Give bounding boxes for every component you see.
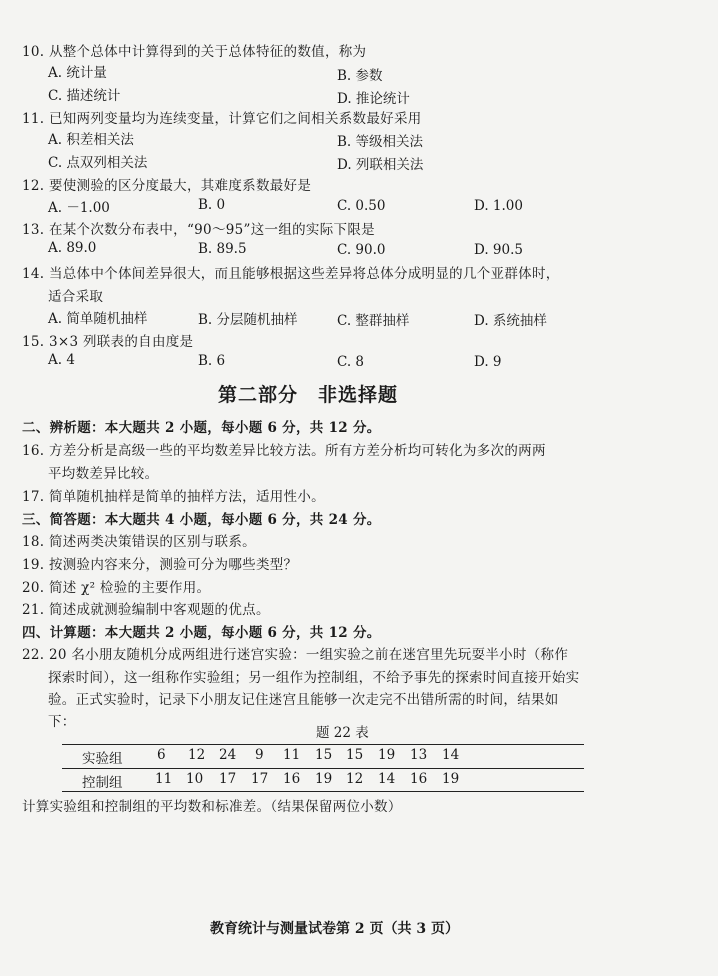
question-13-stem: 13. 在某个次数分布表中，“90～95”这一组的实际下限是 (22, 222, 375, 238)
question-22-line-1: 22. 20 名小朋友随机分成两组进行迷宫实验：一组实验之前在迷宫里先玩耍半小时（称作 (22, 647, 569, 663)
question-11-stem: 11. 已知两列变量均为连续变量，计算它们之间相关系数最好采用 (22, 111, 422, 127)
question-12-option-d: D. 1.00 (474, 198, 523, 214)
question-14-option-b: B. 分层随机抽样 (198, 312, 298, 328)
question-11-option-d: D. 列联相关法 (337, 157, 424, 173)
question-20: 20. 简述 χ² 检验的主要作用。 (22, 580, 211, 596)
question-12-option-a: A. －1.00 (48, 200, 110, 216)
table-cell: 13 (410, 747, 428, 763)
question-13-option-c: C. 90.0 (337, 242, 386, 258)
section-3-header: 三、简答题：本大题共 4 小题，每小题 6 分，共 24 分。 (22, 512, 381, 528)
question-10-stem: 10. 从整个总体中计算得到的关于总体特征的数值，称为 (22, 44, 367, 60)
table-cell: 16 (283, 771, 301, 787)
question-15-stem: 15. 3×3 列联表的自由度是 (22, 334, 194, 350)
question-11-option-b: B. 等级相关法 (337, 134, 424, 150)
table-cell: 17 (219, 771, 237, 787)
question-18: 18. 简述两类决策错误的区别与联系。 (22, 534, 256, 550)
question-14-option-a: A. 简单随机抽样 (48, 311, 148, 327)
page-footer: 教育统计与测量试卷第 2 页（共 3 页） (210, 921, 459, 937)
question-10-option-d: D. 推论统计 (337, 91, 410, 107)
table-top-rule (62, 744, 584, 745)
table-cell: 14 (442, 747, 460, 763)
question-12-option-b: B. 0 (198, 197, 226, 213)
table-cell: 15 (346, 747, 364, 763)
table-cell: 10 (186, 771, 204, 787)
table-cell: 9 (255, 747, 264, 763)
table-middle-rule (62, 768, 584, 769)
table-cell: 24 (219, 747, 237, 763)
question-11-option-c: C. 点双列相关法 (48, 155, 148, 171)
question-14-option-d: D. 系统抽样 (474, 313, 547, 329)
question-13-option-d: D. 90.5 (474, 242, 523, 258)
table-caption: 题 22 表 (316, 725, 369, 741)
table-bottom-rule (62, 791, 584, 792)
question-16-line-2: 平均数差异比较。 (48, 466, 159, 482)
question-22-line-2: 探索时间），这一组称作实验组；另一组作为控制组，不给予事先的探索时间直接开始实 (48, 670, 580, 686)
question-15-option-c: C. 8 (337, 354, 365, 370)
question-21: 21. 简述成就测验编制中客观题的优点。 (22, 602, 270, 618)
table-cell: 19 (315, 771, 333, 787)
question-14-option-c: C. 整群抽样 (337, 313, 410, 329)
question-14-stem: 14. 当总体中个体间差异很大，而且能够根据这些差异将总体分成明显的几个亚群体时， (22, 266, 560, 282)
table-cell: 6 (157, 747, 166, 763)
table-cell: 14 (378, 771, 396, 787)
question-19: 19. 按测验内容来分，测验可分为哪些类型？ (22, 557, 298, 573)
table-cell: 11 (283, 747, 301, 763)
question-10-option-c: C. 描述统计 (48, 88, 121, 104)
part-title: 第二部分 非选择题 (218, 384, 399, 406)
question-11-option-a: A. 积差相关法 (48, 132, 134, 148)
table-cell: 15 (315, 747, 333, 763)
question-22-line-4: 下： (48, 714, 76, 730)
table-cell: 19 (378, 747, 396, 763)
table-cell: 11 (155, 771, 173, 787)
question-15-option-a: A. 4 (48, 352, 75, 368)
row-label: 实验组 (82, 751, 123, 767)
table-cell: 16 (410, 771, 428, 787)
question-16-line-1: 16. 方差分析是高级一些的平均数差异比较方法。所有方差分析均可转化为多次的两两 (22, 443, 546, 459)
question-15-option-d: D. 9 (474, 354, 502, 370)
section-4-header: 四、计算题：本大题共 2 小题，每小题 6 分，共 12 分。 (22, 625, 381, 641)
question-10-option-a: A. 统计量 (48, 65, 107, 81)
question-14-stem-continued: 适合采取 (48, 289, 104, 305)
question-22-line-3: 验。正式实验时，记录下小朋友记住迷宫且能够一次走完不出错所需的时间，结果如 (48, 692, 559, 708)
question-13-option-a: A. 89.0 (48, 240, 97, 256)
question-12-option-c: C. 0.50 (337, 198, 386, 214)
question-12-stem: 12. 要使测验的区分度最大，其难度系数最好是 (22, 178, 312, 194)
question-15-option-b: B. 6 (198, 353, 226, 369)
section-2-header: 二、辨析题：本大题共 2 小题，每小题 6 分，共 12 分。 (22, 420, 381, 436)
table-cell: 17 (251, 771, 269, 787)
table-cell: 19 (442, 771, 460, 787)
table-cell: 12 (346, 771, 364, 787)
question-17: 17. 简单随机抽样是简单的抽样方法，适用性小。 (22, 489, 325, 505)
question-22-instruction: 计算实验组和控制组的平均数和标准差。（结果保留两位小数） (22, 799, 402, 815)
question-10-option-b: B. 参数 (337, 68, 383, 84)
question-13-option-b: B. 89.5 (198, 241, 247, 257)
table-cell: 12 (188, 747, 206, 763)
row-label: 控制组 (82, 775, 123, 791)
